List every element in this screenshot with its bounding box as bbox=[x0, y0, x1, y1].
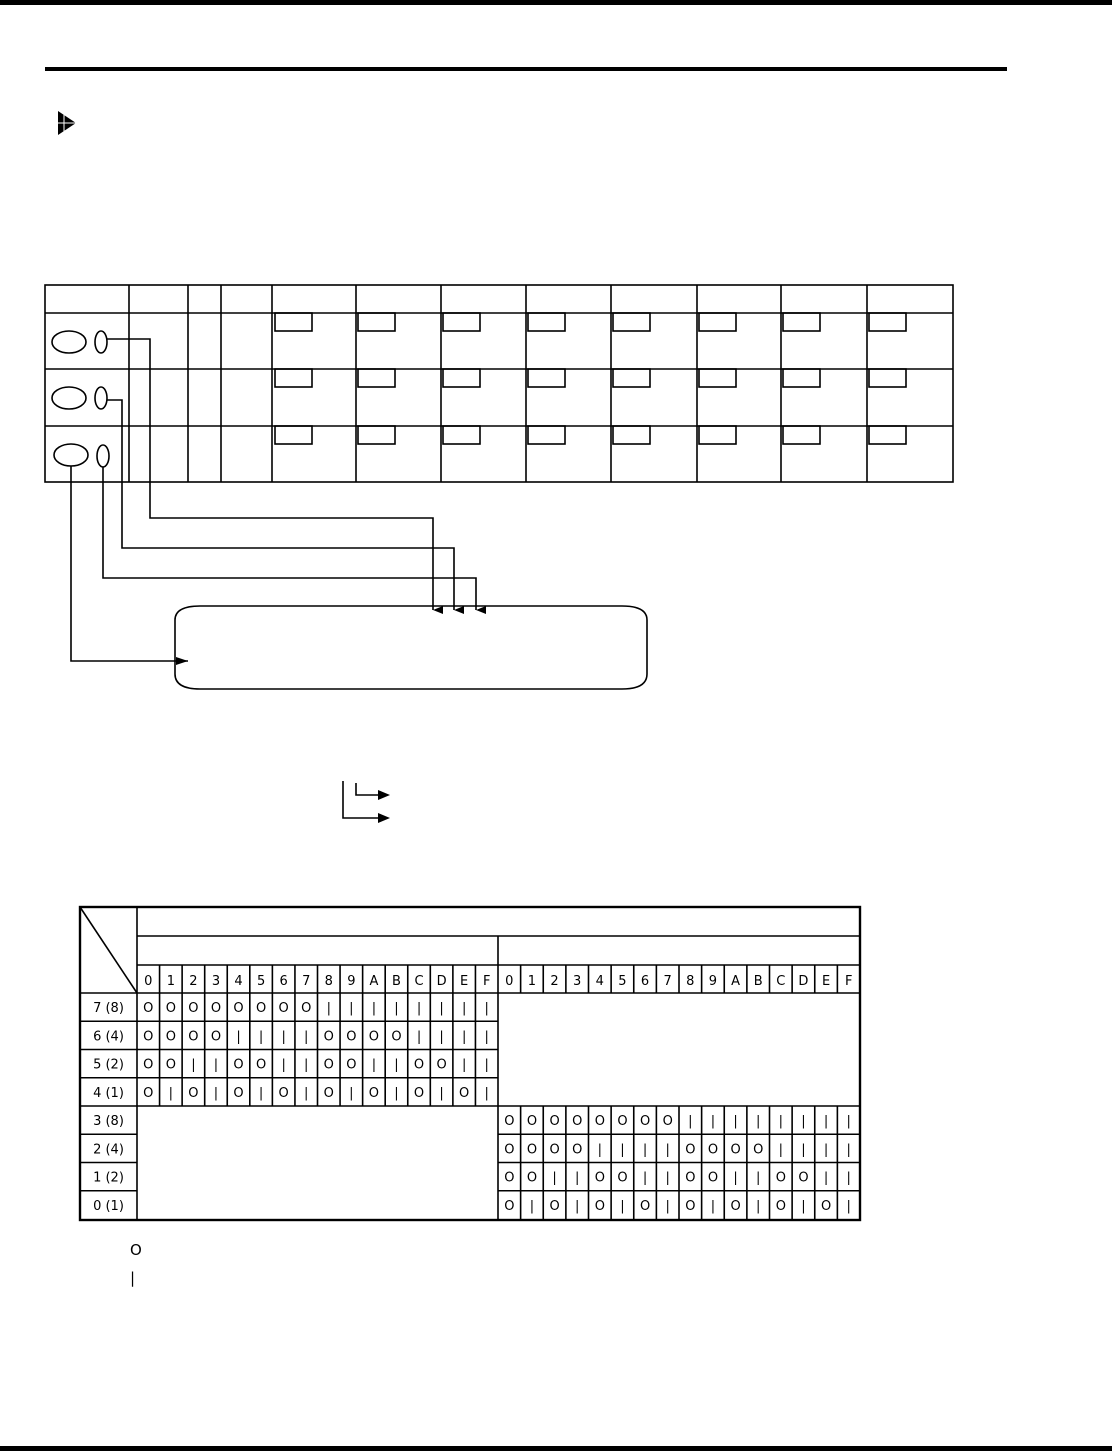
digit-left-2: 2 bbox=[189, 974, 198, 989]
bit-cell: O bbox=[549, 1198, 560, 1214]
bit-cell: O bbox=[233, 1057, 244, 1073]
bit-cell: O bbox=[753, 1142, 764, 1158]
bit-cell: | bbox=[778, 1142, 784, 1158]
bit-pattern-table bbox=[78, 905, 868, 1227]
bit-cell: | bbox=[326, 1001, 331, 1016]
bit-cell: O bbox=[165, 1029, 176, 1045]
bit-cell: | bbox=[416, 1001, 422, 1016]
bit-cell: | bbox=[394, 1001, 399, 1016]
bit-cell: O bbox=[775, 1170, 786, 1186]
table-frame bbox=[80, 907, 860, 1220]
digit-right-2: 2 bbox=[550, 974, 559, 989]
bit-cell: | bbox=[755, 1198, 761, 1214]
bit-cell: O bbox=[504, 1170, 515, 1186]
bit-cell: O bbox=[255, 1057, 267, 1073]
cell-box bbox=[528, 426, 565, 444]
bit-cell: | bbox=[642, 1170, 648, 1186]
bit-cell: O bbox=[413, 1085, 425, 1101]
bit-cell: | bbox=[552, 1170, 557, 1186]
bit-cell: | bbox=[823, 1114, 829, 1129]
bit-cell: | bbox=[258, 1029, 264, 1045]
bit-cell: | bbox=[574, 1198, 580, 1214]
bit-cell: O bbox=[413, 1057, 425, 1073]
cell-boxes bbox=[275, 313, 906, 444]
bit-cell: | bbox=[439, 1001, 444, 1016]
bit-cell: O bbox=[617, 1114, 628, 1129]
bit-cell: O bbox=[504, 1114, 515, 1129]
bit-cell: | bbox=[213, 1057, 219, 1073]
bit-cell: | bbox=[304, 1057, 309, 1073]
bit-cell: | bbox=[620, 1198, 625, 1214]
digit-right-3: 3 bbox=[573, 974, 582, 989]
legend-off bbox=[130, 1240, 142, 1260]
key-ellipse-1 bbox=[52, 331, 86, 353]
digit-right-A: A bbox=[731, 974, 741, 989]
bit-cell: O bbox=[685, 1170, 696, 1186]
bit-cell: | bbox=[213, 1085, 219, 1101]
bit-cell: O bbox=[323, 1085, 334, 1101]
bit-cell: | bbox=[846, 1170, 851, 1186]
digit-left-8: 8 bbox=[324, 974, 333, 989]
bit-cell: | bbox=[778, 1114, 784, 1129]
bit-cell: | bbox=[281, 1057, 286, 1073]
cell-box bbox=[275, 426, 312, 444]
row-label: 2 (4) bbox=[93, 1142, 124, 1158]
digit-right-4: 4 bbox=[595, 974, 604, 989]
key-ellipse-2 bbox=[52, 387, 86, 409]
bit-cell: O bbox=[143, 1057, 154, 1073]
bit-cell: | bbox=[461, 1001, 467, 1016]
bit-cell: O bbox=[526, 1114, 538, 1129]
bit-cell: O bbox=[165, 1057, 176, 1073]
cell-box bbox=[699, 426, 736, 444]
digit-left-7: 7 bbox=[302, 974, 311, 989]
key-matrix-diagram bbox=[0, 270, 1000, 700]
bit-cell: O bbox=[188, 1001, 199, 1016]
bit-cell: O bbox=[233, 1001, 244, 1016]
bit-cell: | bbox=[461, 1029, 467, 1045]
branch-arrows bbox=[330, 775, 400, 830]
bit-cell: | bbox=[439, 1029, 444, 1045]
cell-box bbox=[613, 369, 650, 387]
bit-cell: O bbox=[504, 1198, 515, 1214]
digit-left-1: 1 bbox=[166, 974, 175, 989]
digit-left-6: 6 bbox=[279, 974, 288, 989]
bit-cell: | bbox=[620, 1142, 625, 1158]
route-line-3 bbox=[103, 467, 476, 610]
corner-diagonal bbox=[80, 907, 137, 993]
bit-cell: O bbox=[685, 1142, 696, 1158]
bit-cell: | bbox=[304, 1029, 309, 1045]
bit-cell: O bbox=[617, 1170, 628, 1186]
bit-cell: | bbox=[529, 1198, 535, 1214]
matrix-frame bbox=[45, 285, 953, 482]
digit-left-F: F bbox=[482, 974, 491, 989]
bit-cell: | bbox=[258, 1085, 264, 1101]
bit-cell: | bbox=[168, 1085, 174, 1101]
bit-cell: O bbox=[301, 1001, 312, 1016]
digit-left-3: 3 bbox=[211, 974, 221, 989]
bit-cell: O bbox=[526, 1142, 538, 1158]
bit-cell: O bbox=[278, 1085, 289, 1101]
cell-box bbox=[613, 313, 650, 331]
bottom-rule bbox=[0, 1446, 1112, 1451]
cell-box bbox=[869, 369, 906, 387]
bit-cell: | bbox=[574, 1170, 580, 1186]
cell-box bbox=[275, 313, 312, 331]
digit-right-6: 6 bbox=[640, 974, 650, 989]
cell-box bbox=[869, 313, 906, 331]
bit-cell: O bbox=[572, 1142, 583, 1158]
bit-cell: O bbox=[504, 1142, 515, 1158]
bit-cell: O bbox=[143, 1029, 154, 1045]
bit-cell: O bbox=[639, 1114, 651, 1129]
bit-cell: O bbox=[459, 1085, 470, 1101]
digit-right-1: 1 bbox=[527, 974, 537, 989]
bit-cell: | bbox=[801, 1198, 806, 1214]
bit-cell: O bbox=[346, 1057, 357, 1073]
bit-cell: | bbox=[484, 1085, 489, 1101]
bit-cell: O bbox=[685, 1198, 696, 1214]
bit-cell: O bbox=[436, 1057, 447, 1073]
cell-box bbox=[443, 369, 480, 387]
bit-cell: | bbox=[349, 1085, 354, 1101]
bit-cell: | bbox=[823, 1142, 829, 1158]
digit-right-F: F bbox=[844, 974, 853, 989]
digit-left-9: 9 bbox=[347, 974, 356, 989]
row-label: 7 (8) bbox=[93, 1001, 124, 1016]
row-label: 3 (8) bbox=[93, 1114, 124, 1129]
bit-cell: O bbox=[775, 1198, 786, 1214]
digit-left-C: C bbox=[414, 974, 424, 989]
cell-box bbox=[783, 426, 820, 444]
digit-right-9: 9 bbox=[708, 974, 718, 989]
legend-off-symbol: O bbox=[130, 1241, 142, 1259]
bit-cell: O bbox=[368, 1029, 380, 1045]
cell-box bbox=[358, 313, 395, 331]
bit-cell: | bbox=[755, 1170, 761, 1186]
cell-box bbox=[613, 426, 650, 444]
digit-left-B: B bbox=[392, 974, 401, 989]
bit-cell: O bbox=[233, 1085, 244, 1101]
cell-box bbox=[275, 369, 312, 387]
bit-cell: | bbox=[597, 1142, 603, 1158]
cell-box bbox=[358, 369, 395, 387]
key-ellipse-3 bbox=[54, 444, 88, 466]
bit-cell: | bbox=[642, 1142, 648, 1158]
digit-left-4: 4 bbox=[234, 974, 243, 989]
key-ellipse-1b bbox=[95, 331, 107, 353]
cell-box bbox=[869, 426, 906, 444]
row-label: 0 (1) bbox=[93, 1198, 124, 1214]
bit-cell: | bbox=[846, 1114, 851, 1129]
digit-left-0: 0 bbox=[144, 974, 153, 989]
bit-cell: O bbox=[368, 1085, 380, 1101]
cell-box bbox=[443, 313, 480, 331]
bit-cell: O bbox=[143, 1085, 154, 1101]
bit-cell: | bbox=[823, 1170, 829, 1186]
bit-cell: | bbox=[755, 1114, 761, 1129]
row-label: 1 (2) bbox=[93, 1170, 124, 1186]
bit-cell: O bbox=[323, 1057, 334, 1073]
bit-cell: | bbox=[665, 1198, 670, 1214]
bit-cell: O bbox=[210, 1029, 222, 1045]
bit-cell: | bbox=[416, 1029, 422, 1045]
bit-cell: | bbox=[461, 1057, 467, 1073]
bit-cell: | bbox=[801, 1114, 806, 1129]
bit-cell: | bbox=[281, 1029, 286, 1045]
digit-left-D: D bbox=[436, 974, 447, 989]
bit-cell: O bbox=[165, 1001, 176, 1016]
bit-cell: | bbox=[349, 1001, 354, 1016]
key-ellipse-2b bbox=[95, 387, 107, 409]
key-ellipse-3b bbox=[97, 445, 109, 467]
digit-right-7: 7 bbox=[663, 974, 672, 989]
route-line-4 bbox=[71, 466, 188, 661]
bit-cell: | bbox=[710, 1114, 716, 1129]
bit-cell: | bbox=[394, 1085, 399, 1101]
bit-cell: | bbox=[371, 1001, 377, 1016]
row-label: 5 (2) bbox=[93, 1057, 124, 1073]
bit-cell: O bbox=[391, 1029, 402, 1045]
digit-right-D: D bbox=[798, 974, 809, 989]
bit-cell: | bbox=[304, 1085, 309, 1101]
bit-cell: O bbox=[730, 1198, 741, 1214]
bit-cell: O bbox=[798, 1170, 809, 1186]
bit-cell: | bbox=[371, 1057, 377, 1073]
bit-cell: | bbox=[484, 1057, 489, 1073]
bit-cell: | bbox=[191, 1057, 196, 1073]
bit-cell: O bbox=[526, 1170, 538, 1186]
digit-right-8: 8 bbox=[686, 974, 695, 989]
cell-box bbox=[699, 313, 736, 331]
bit-cell: | bbox=[484, 1001, 489, 1016]
digit-left-A: A bbox=[369, 974, 379, 989]
bit-cell: O bbox=[572, 1114, 583, 1129]
bit-cell: | bbox=[688, 1114, 693, 1129]
bit-cell: O bbox=[707, 1142, 719, 1158]
bit-cell: O bbox=[730, 1142, 741, 1158]
digit-left-E: E bbox=[460, 974, 469, 989]
bit-cell: O bbox=[594, 1114, 605, 1129]
cell-box bbox=[528, 369, 565, 387]
digit-left-5: 5 bbox=[256, 974, 266, 989]
section-marker-icon bbox=[56, 110, 78, 136]
row-label: 6 (4) bbox=[93, 1029, 124, 1045]
bit-cell: O bbox=[278, 1001, 289, 1016]
header-rule bbox=[45, 67, 1007, 71]
bit-cell: O bbox=[549, 1114, 560, 1129]
cell-box bbox=[783, 369, 820, 387]
bit-cell: O bbox=[639, 1198, 651, 1214]
bit-cell: | bbox=[710, 1198, 716, 1214]
digit-right-E: E bbox=[821, 974, 831, 989]
bit-cell: O bbox=[323, 1029, 334, 1045]
bit-cell: O bbox=[346, 1029, 357, 1045]
bit-cell: O bbox=[707, 1170, 719, 1186]
top-rule bbox=[0, 0, 1112, 5]
bit-cell: | bbox=[484, 1029, 489, 1045]
bit-cell: O bbox=[188, 1029, 199, 1045]
bit-cell: | bbox=[733, 1170, 738, 1186]
bit-cell: | bbox=[394, 1057, 399, 1073]
bit-cell: | bbox=[439, 1085, 444, 1101]
bit-cell: | bbox=[846, 1142, 851, 1158]
bit-cell: O bbox=[662, 1114, 673, 1129]
legend-on-symbol: | bbox=[130, 1269, 136, 1287]
bit-cell: O bbox=[255, 1001, 267, 1016]
destination-box bbox=[175, 606, 647, 689]
bit-cell: | bbox=[665, 1170, 670, 1186]
legend-on bbox=[130, 1268, 135, 1288]
cell-box bbox=[443, 426, 480, 444]
bit-cell: O bbox=[594, 1170, 605, 1186]
bit-cell: O bbox=[143, 1001, 154, 1016]
cell-box bbox=[699, 369, 736, 387]
bit-cell: O bbox=[820, 1198, 832, 1214]
bit-cell: O bbox=[210, 1001, 222, 1016]
row-label: 4 (1) bbox=[93, 1085, 124, 1101]
route-line-1 bbox=[107, 339, 433, 610]
bit-cell: | bbox=[236, 1029, 241, 1045]
digit-right-0: 0 bbox=[505, 974, 514, 989]
cell-box bbox=[528, 313, 565, 331]
bit-cell: | bbox=[846, 1198, 851, 1214]
bit-cell: O bbox=[549, 1142, 560, 1158]
cell-box bbox=[358, 426, 395, 444]
bit-cell: O bbox=[594, 1198, 605, 1214]
bit-cell: | bbox=[665, 1142, 670, 1158]
digit-right-C: C bbox=[776, 974, 786, 989]
cell-box bbox=[783, 313, 820, 331]
digit-right-B: B bbox=[753, 974, 763, 989]
bit-cell: | bbox=[801, 1142, 806, 1158]
digit-right-5: 5 bbox=[618, 974, 627, 989]
bit-cell: | bbox=[733, 1114, 738, 1129]
bit-cell: O bbox=[188, 1085, 199, 1101]
